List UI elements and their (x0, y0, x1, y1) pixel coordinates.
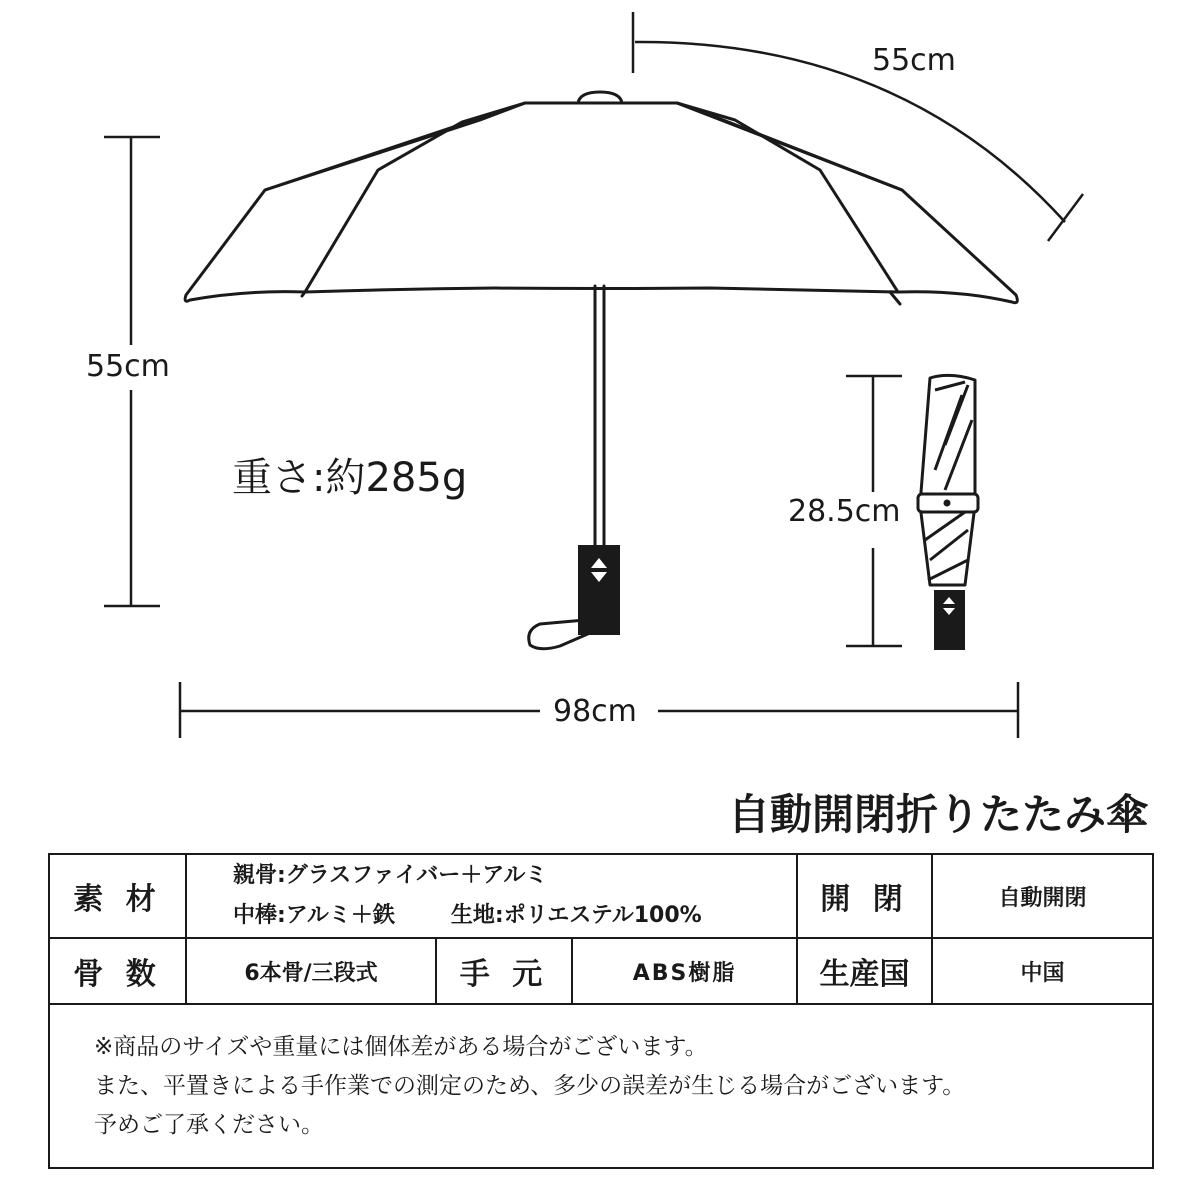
folded-umbrella (918, 375, 978, 650)
origin-value: 中国 (932, 938, 1153, 1004)
rib-count-value: 6本骨/三段式 (186, 938, 436, 1004)
shaft-material: 中棒:アルミ＋鉄 (233, 903, 395, 928)
open-close-value: 自動開閉 (932, 854, 1153, 938)
material-label: 素 材 (49, 854, 186, 938)
open-umbrella-handle (578, 545, 620, 635)
ribs-material: 親骨:グラスファイバー＋アルミ (233, 863, 548, 888)
open-umbrella-canopy (185, 92, 1017, 304)
arc-dimension-line (633, 12, 1083, 241)
height-label: 55cm (86, 349, 170, 384)
note-line-2: また、平置きによる手作業での測定のため、多少の誤差が生じる場合がございます。 (94, 1072, 966, 1099)
weight-label: 重さ:約285g (232, 455, 468, 501)
product-title: 自動開閉折りたたみ傘 (727, 790, 1148, 839)
rib-count-label: 骨 数 (49, 938, 186, 1004)
width-label: 98cm (553, 694, 637, 729)
handle-value: ABS樹脂 (572, 938, 797, 1004)
folded-length-label: 28.5cm (788, 494, 901, 529)
note-line-3: 予めご了承ください。 (94, 1111, 324, 1138)
spec-row-ribs (49, 938, 1153, 1004)
handle-label: 手 元 (436, 938, 572, 1004)
spec-table (48, 853, 1154, 1169)
spec-row-material (49, 854, 1153, 938)
note-line-1: ※商品のサイズや重量には個体差がある場合がございます。 (94, 1033, 708, 1060)
origin-label: 生産国 (797, 938, 932, 1004)
arc-length-label: 55cm (872, 43, 956, 78)
notes-row (49, 1004, 1153, 1168)
fabric-material: 生地:ポリエステル100% (450, 903, 702, 928)
material-value (186, 854, 797, 938)
notes-cell (49, 1004, 1153, 1168)
open-close-label: 開 閉 (797, 854, 932, 938)
open-umbrella-shaft (595, 286, 604, 545)
